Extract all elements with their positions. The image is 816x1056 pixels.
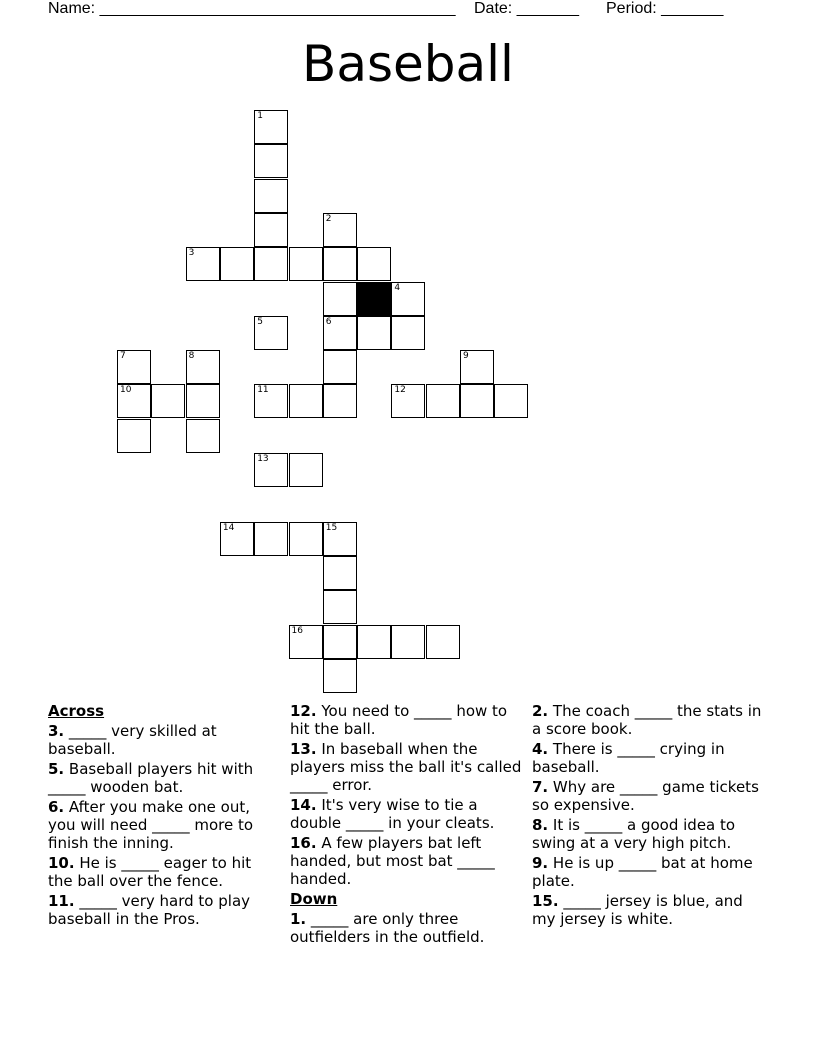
crossword-cell[interactable] (254, 213, 288, 247)
crossword-cell[interactable] (357, 625, 391, 659)
crossword-cell[interactable] (254, 110, 288, 144)
clue-item-text: It is _____ a good idea to swing at a very high pitch. (532, 816, 736, 852)
clue-item-text: _____ very skilled at baseball. (48, 722, 217, 758)
clue-number: 10 (120, 385, 132, 396)
clue-number: 2 (325, 213, 332, 224)
crossword-cell[interactable] (254, 316, 288, 350)
name-label[interactable]: Name: ________________________________________ (48, 0, 456, 17)
clue-item (532, 892, 764, 928)
crossword-cell[interactable] (323, 350, 357, 384)
crossword-cell[interactable] (357, 247, 391, 281)
clue-item-text: It's very wise to tie a double _____ in your cleats. (290, 796, 495, 832)
crossword-cell[interactable] (254, 384, 288, 418)
crossword-cell[interactable] (117, 419, 151, 453)
clue-item (290, 740, 522, 794)
period-label[interactable]: Period: _______ (606, 0, 724, 17)
clue-item-number: 9. (532, 854, 549, 872)
crossword-cell[interactable] (186, 350, 220, 384)
clue-item-number: 5. (48, 760, 65, 778)
crossword-cell[interactable] (289, 453, 323, 487)
clue-item-number: 1. (290, 910, 307, 928)
crossword-cell[interactable] (151, 384, 185, 418)
down-clue-list (290, 910, 522, 946)
crossword-cell[interactable] (323, 659, 357, 693)
crossword-cell[interactable] (323, 213, 357, 247)
clue-item (532, 778, 764, 814)
clue-item (48, 722, 278, 758)
crossword-cell[interactable] (357, 316, 391, 350)
clue-number: 4 (394, 282, 401, 293)
crossword-cell[interactable] (323, 522, 357, 556)
down-heading: Down (290, 890, 338, 908)
crossword-cell[interactable] (323, 590, 357, 624)
header (48, 0, 748, 20)
crossword-cell[interactable] (186, 247, 220, 281)
crossword-cell[interactable] (323, 316, 357, 350)
clue-item-text: _____ jersey is blue, and my jersey is white. (532, 892, 743, 928)
clue-item-number: 8. (532, 816, 549, 834)
clue-item-number: 10. (48, 854, 75, 872)
clue-item (48, 760, 278, 796)
clue-item-text: In baseball when the players miss the ball it's called _____ error. (290, 740, 522, 794)
clue-item (48, 854, 278, 890)
clue-number: 6 (325, 316, 332, 327)
crossword-cell[interactable] (323, 282, 357, 316)
clue-number: 16 (291, 625, 303, 636)
crossword-cell[interactable] (186, 384, 220, 418)
across-clue-list (48, 722, 278, 928)
clue-item-text: There is _____ crying in baseball. (532, 740, 725, 776)
across-clue-list-continued (290, 702, 522, 888)
clue-item-number: 7. (532, 778, 549, 796)
clue-number: 9 (463, 351, 469, 362)
clue-item-text: The coach _____ the stats in a score book. (532, 702, 762, 738)
clue-item-text: You need to _____ how to hit the ball. (290, 702, 508, 738)
clue-number: 11 (257, 385, 269, 396)
clue-item-number: 2. (532, 702, 549, 720)
clue-item (290, 796, 522, 832)
clue-number: 1 (257, 111, 263, 121)
clue-item-text: He is _____ eager to hit the ball over the fence. (48, 854, 252, 890)
clue-item-number: 12. (290, 702, 317, 720)
crossword-cell[interactable] (391, 316, 425, 350)
clues-column-3 (532, 702, 764, 930)
clue-item (290, 834, 522, 888)
crossword-black-cell (357, 282, 391, 316)
date-label[interactable]: Date: _______ (474, 0, 579, 17)
clue-number: 15 (325, 522, 338, 533)
clue-item-text: He is up _____ bat at home plate. (532, 854, 753, 890)
crossword-cell[interactable] (426, 384, 460, 418)
clue-number: 13 (257, 454, 269, 464)
crossword-cell[interactable] (460, 384, 494, 418)
crossword-cell[interactable] (289, 625, 323, 659)
crossword-cell[interactable] (391, 625, 425, 659)
crossword-cell[interactable] (426, 625, 460, 659)
crossword-cell[interactable] (220, 522, 254, 556)
crossword-cell[interactable] (289, 522, 323, 556)
clue-number: 12 (394, 385, 406, 396)
clue-item-number: 3. (48, 722, 65, 740)
down-clue-list-continued (532, 702, 764, 928)
clue-item-number: 4. (532, 740, 549, 758)
crossword-cell[interactable] (186, 419, 220, 453)
clue-item (532, 816, 764, 852)
crossword-cell[interactable] (391, 384, 425, 418)
clue-item-text: After you make one out, you will need _____ more to finish the inning. (48, 798, 254, 852)
clue-number: 5 (257, 316, 263, 327)
clues-column-2 (290, 702, 522, 948)
clue-item-number: 11. (48, 892, 75, 910)
clue-item-text: _____ are only three outfielders in the outfield. (290, 910, 485, 946)
clue-number: 3 (188, 248, 195, 259)
clue-item (532, 702, 764, 738)
crossword-cell[interactable] (494, 384, 528, 418)
clue-number: 7 (120, 351, 126, 362)
crossword-cell[interactable] (254, 179, 288, 213)
page-title: Baseball (302, 35, 514, 93)
clue-item-text: _____ very hard to play baseball in the Pros. (48, 892, 251, 928)
clue-item-text: A few players bat left handed, but most bat _____ handed. (290, 834, 495, 888)
clue-item-number: 14. (290, 796, 317, 814)
crossword-cell[interactable] (254, 144, 288, 178)
clue-item-number: 15. (532, 892, 559, 910)
crossword-cell[interactable] (323, 625, 357, 659)
crossword-cell[interactable] (460, 350, 494, 384)
clue-item-number: 13. (290, 740, 317, 758)
crossword-cell[interactable] (254, 247, 288, 281)
crossword-cell[interactable] (289, 384, 323, 418)
clue-item (48, 892, 278, 928)
crossword-cell[interactable] (254, 453, 288, 487)
clue-item-text: Baseball players hit with _____ wooden bat. (48, 760, 254, 796)
clue-number: 8 (188, 351, 195, 362)
crossword-cell[interactable] (391, 282, 425, 316)
clue-item (290, 910, 522, 946)
clue-number: 14 (222, 522, 235, 533)
clue-item (290, 702, 522, 738)
clue-item (48, 798, 278, 852)
clues-column-1 (48, 702, 278, 930)
crossword-cell[interactable] (323, 247, 357, 281)
clue-item-number: 6. (48, 798, 65, 816)
crossword-cell[interactable] (323, 556, 357, 590)
crossword-cell[interactable] (289, 247, 323, 281)
crossword-cell[interactable] (117, 384, 151, 418)
crossword-cell[interactable] (220, 247, 254, 281)
crossword-cell[interactable] (117, 350, 151, 384)
clue-item-number: 16. (290, 834, 317, 852)
clue-item (532, 854, 764, 890)
clue-item-text: Why are _____ game tickets so expensive. (532, 778, 759, 814)
across-heading: Across (48, 702, 105, 720)
clue-item (532, 740, 764, 776)
crossword-cell[interactable] (323, 384, 357, 418)
crossword-cell[interactable] (254, 522, 288, 556)
